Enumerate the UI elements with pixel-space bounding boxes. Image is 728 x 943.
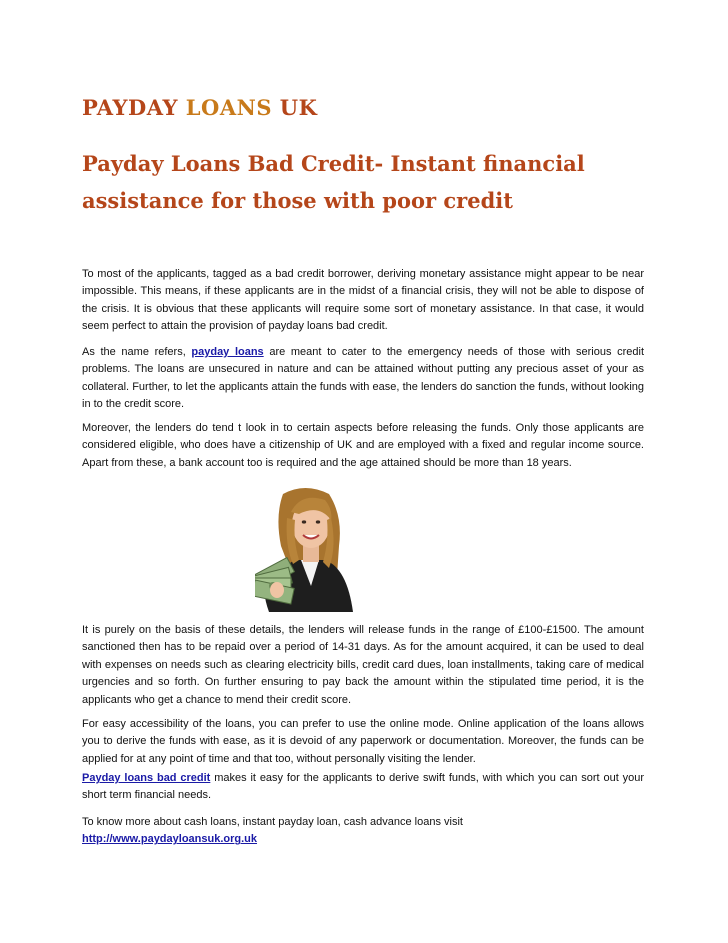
article-title: Payday Loans Bad Credit- Instant financial assistance for those with poor credit [82, 151, 585, 213]
woman-holding-cash-illustration [255, 486, 373, 612]
paragraph-2 [82, 344, 644, 414]
paragraph-1: To most of the applicants, tagged as a bad credit borrower, deriving monetary assistance might appear to be near impossible. This means, if these applicants are in the midst of a financial crisis, they will not be able to dispose of the crisis. It is obvious that these applicants will require some sort of monetary assistance. In that case, it would seem perfect to attain the provision of payday loans bad credit. [82, 268, 644, 333]
paragraph-1-block [82, 266, 644, 336]
paragraph-6-block [82, 770, 644, 805]
website-url-link[interactable]: http://www.paydayloansuk.org.uk [82, 833, 258, 846]
paragraph-7-block [82, 814, 644, 849]
paragraph-7-text: To know more about cash loans, instant payday loan, cash advance loans visit [82, 816, 463, 828]
paragraph-6-rest: makes it easy for the applicants to derive swift funds, with which you can sort out your short term financial needs. [82, 772, 645, 802]
paragraph-2-rest: are meant to cater to the emergency needs of those with serious credit problems. The loans are unsecured in nature and can be attained without putting any precious asset of your as collateral. Further, to let the applicants attain the funds with ease, the lenders do sanction the funds, without looking in to the credit score. [82, 346, 644, 411]
paragraph-7 [82, 814, 644, 849]
site-title [82, 95, 317, 120]
site-title-word-uk: UK [271, 95, 318, 120]
payday-loans-bad-credit-link[interactable]: Payday loans bad credit [82, 772, 211, 784]
paragraph-5: For easy accessibility of the loans, you can prefer to use the online mode. Online application of the loans allows you to derive the funds with ease, as it is devoid of any paperwork or documentation. Moreover, the funds can be applied for at any point of time and that too, without personally visiting the lender. [82, 718, 644, 765]
paragraph-4-block [82, 622, 644, 709]
paragraph-2-block [82, 344, 644, 414]
woman-holding-cash-photo [255, 486, 373, 612]
site-title-word-loans: LOANS [185, 95, 272, 120]
paragraph-3-block [82, 420, 644, 472]
payday-loans-link[interactable]: payday loans [191, 346, 264, 358]
paragraph-5-block [82, 716, 644, 768]
site-title-word-payday: PAYDAY [82, 95, 186, 120]
paragraph-4: It is purely on the basis of these details, the lenders will release funds in the range of £100-£1500. The amount sanctioned then has to be repaid over a period of 14-31 days. As for the amount acquired, it can be used to deal with expenses on needs such as clearing electricity bills, credit card dues, loan installments, taking care of medical urgencies and so forth. On further ensuring to pay back the amount within the stipulated time period, it is the applicants who get a chance to mend their credit score. [82, 624, 644, 706]
paragraph-2-lead: As the name refers, [82, 346, 192, 358]
paragraph-6 [82, 770, 644, 805]
paragraph-3: Moreover, the lenders do tend t look in to certain aspects before releasing the funds. Only those applicants are considered eligible, who does have a citizenship of UK and are employed with a fixed and regular income source. Apart from these, a bank account too is required and the age attained should be more than 18 years. [82, 422, 644, 469]
